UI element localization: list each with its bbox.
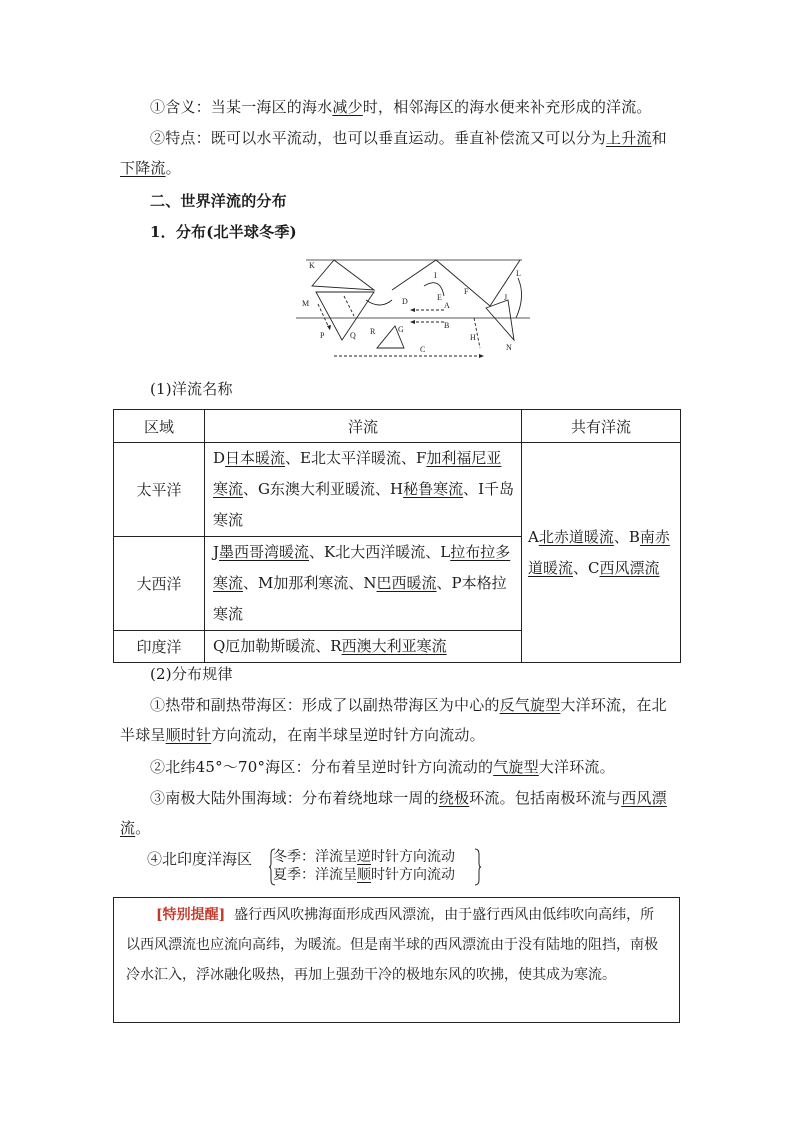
underlined-answer: 加利福尼亚寒流 [213, 449, 502, 498]
feature-paragraph: ②特点：既可以水平流动，也可以垂直运动。垂直补偿流又可以分为上升流和下降流。 [120, 129, 667, 177]
label-l: L [516, 269, 521, 278]
landmass-eurasia [392, 260, 520, 306]
label-d: D [402, 297, 408, 306]
underlined-answer: 秘鲁寒流 [403, 480, 464, 498]
region-indian: 印度洋 [114, 631, 205, 663]
label-b: B [444, 321, 450, 330]
rule-winter: 冬季：洋流呈逆时针方向流动 [273, 849, 455, 865]
label-i: I [434, 271, 437, 280]
label-c: C [420, 345, 426, 354]
underlined-answer: 北赤道暖流 [538, 527, 614, 546]
ocean-current-diagram [294, 256, 534, 364]
label-f: F [464, 287, 469, 296]
rule-tropical: ①热带和副热带海区：形成了以副热带海区为中心的反气旋型大洋环流，在北半球呈顺时针方向流动，在南半球呈逆时针方向流动。 [120, 696, 667, 744]
subsection-heading: 1．分布(北半球冬季) [150, 223, 297, 241]
label-k: K [309, 261, 315, 270]
text-segment: 、E北太平洋暖流、F [285, 449, 427, 467]
label-r: R [370, 327, 376, 336]
text-segment: 、C [573, 558, 600, 577]
text-segment: 、P本格拉寒流 [213, 574, 507, 623]
header-region: 区域 [114, 410, 205, 443]
shared-currents [522, 443, 681, 663]
pacific-currents [205, 443, 522, 537]
current-j-arc [516, 278, 522, 318]
underlined-answer: 日本暖流 [225, 449, 286, 467]
definition-paragraph: ①含义：当某一海区的海水减少时，相邻海区的海水便来补充形成的洋流。 [150, 98, 652, 116]
indian-currents [205, 631, 522, 663]
underlined-answer: 巴西暖流 [376, 574, 437, 592]
underlined-answer: 西风漂流 [599, 558, 660, 577]
landmass-north-america [312, 260, 374, 290]
underlined-answer: 拉布拉多寒流 [213, 543, 511, 592]
label-q: Q [350, 331, 356, 340]
rule-north-indian-label: ④北印度洋海区 [147, 850, 253, 868]
region-atlantic: 大西洋 [114, 537, 205, 631]
rule-midlatitude: ②北纬45°～70°海区：分布着呈逆时针方向流动的气旋型大洋环流。 [150, 758, 615, 776]
rule-summer: 夏季：洋流呈顺时针方向流动 [273, 867, 455, 883]
label-n: N [506, 343, 512, 352]
header-current: 洋流 [205, 410, 522, 443]
text-segment: 、G东澳大利亚暖流、H [243, 480, 404, 498]
text-segment: 、K北大西洋暖流、L [309, 543, 451, 561]
underlined-answer: 南赤道暖流 [528, 527, 670, 577]
rule-caption: (2)分布规律 [150, 665, 233, 683]
underlined-answer: 西澳大利亚寒流 [341, 637, 447, 655]
atlantic-currents [205, 537, 522, 631]
text-segment: 、B [613, 527, 640, 546]
text-segment: 、I千岛寒流 [213, 480, 515, 529]
label-j: J [504, 293, 508, 302]
right-brace-icon [474, 848, 482, 886]
label-p: P [320, 331, 325, 340]
label-e: E [437, 293, 442, 302]
special-reminder-box [113, 897, 680, 1023]
landmass-south-america [316, 292, 374, 340]
region-pacific: 太平洋 [114, 443, 205, 537]
label-h: H [470, 333, 476, 342]
underlined-answer: 墨西哥湾暖流 [219, 543, 310, 561]
section-heading: 二、世界洋流的分布 [150, 192, 287, 210]
rule-antarctic: ③南极大陆外围海域：分布着绕地球一周的绕极环流。包括南极环流与西风漂流。 [120, 789, 667, 837]
text-segment: 、M加那利寒流、N [243, 574, 377, 592]
ocean-current-table [113, 409, 681, 663]
text-segment: D [213, 449, 226, 467]
current-d-arc [366, 300, 392, 305]
text-segment: A [528, 527, 539, 546]
label-m: M [302, 299, 310, 308]
label-a: A [444, 301, 450, 310]
special-reminder-text: 盛行西风吹拂海面形成西风漂流，由于盛行西风由低纬吹向高纬，所以西风漂流也应流向高纬，为暖流。但是南半球的西风漂流由于没有陆地的阻挡，南极冷水汇入，浮冰融化吸热，再加上强劲干冷的极地东风的吹拂，使其成为寒流。 [126, 907, 658, 983]
header-shared: 共有洋流 [522, 410, 681, 443]
text-segment: J [213, 543, 220, 561]
table-caption: (1)洋流名称 [150, 380, 233, 398]
special-reminder-label: [特别提醒] [156, 907, 226, 923]
label-g: G [398, 325, 404, 334]
text-segment: Q厄加勒斯暖流、R [213, 637, 342, 655]
